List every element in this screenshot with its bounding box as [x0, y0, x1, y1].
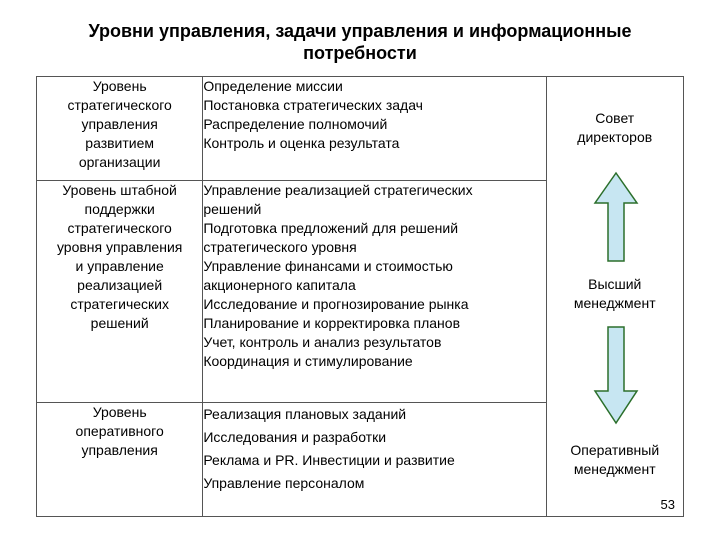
tasks-cell-staff-support — [203, 181, 546, 403]
level-line: реализацией — [77, 277, 163, 293]
level-line: стратегического — [67, 97, 172, 113]
management-levels-table — [36, 76, 684, 517]
task-item: Контроль и оценка результата — [203, 135, 400, 151]
task-item: Определение миссии — [203, 78, 343, 94]
task-item: Подготовка предложений для решений — [203, 220, 459, 236]
task-item: Координация и стимулирование — [203, 353, 413, 369]
tasks-cell-operational — [203, 403, 546, 517]
mgmt-line: Высший — [588, 276, 642, 292]
task-item: Распределение полномочий — [203, 116, 388, 132]
level-line: решений — [90, 315, 149, 331]
level-line: стратегических — [70, 296, 169, 312]
task-item: акционерного капитала — [203, 277, 356, 293]
page-title — [40, 20, 680, 64]
level-line: Уровень штабной — [62, 182, 177, 198]
arrow-up-icon — [595, 173, 637, 261]
mgmt-line: Оперативный — [570, 442, 660, 458]
task-item: Управление финансами и стоимостью — [203, 258, 453, 274]
level-line: управления — [81, 442, 158, 458]
tasks-cell-strategic — [203, 77, 546, 181]
level-line: Уровень — [92, 404, 147, 420]
table-row — [37, 77, 684, 181]
task-item: Реклама и PR. Инвестиции и развитие — [203, 452, 455, 468]
mgmt-line: менеджмент — [573, 295, 656, 311]
mgmt-line: менеджмент — [573, 461, 656, 477]
task-item: Реализация плановых заданий — [203, 406, 407, 422]
mgmt-line: Совет — [595, 110, 635, 126]
level-cell-strategic — [37, 77, 203, 181]
task-item: Управление реализацией стратегических — [203, 182, 473, 198]
level-line: Уровень — [92, 78, 147, 94]
task-item: стратегического уровня — [203, 239, 357, 255]
title-line-2: потребности — [303, 43, 417, 63]
level-line: оперативного — [75, 423, 164, 439]
top-management-label — [547, 275, 684, 313]
level-line: организации — [78, 154, 161, 170]
task-item: Исследование и прогнозирование рынка — [203, 296, 469, 312]
task-item: решений — [203, 201, 262, 217]
level-line: управления — [81, 116, 158, 132]
level-line: поддержки — [84, 201, 155, 217]
page-number: 53 — [660, 497, 675, 512]
task-item: Постановка стратегических задач — [203, 97, 423, 113]
task-item: Учет, контроль и анализ результатов — [203, 334, 442, 350]
mgmt-line: директоров — [577, 129, 653, 145]
level-line: уровня управления — [56, 239, 183, 255]
level-cell-operational — [37, 403, 203, 517]
management-column — [546, 77, 684, 517]
task-item: Планирование и корректировка планов — [203, 315, 461, 331]
task-item: Исследования и разработки — [203, 429, 387, 445]
level-cell-staff-support — [37, 181, 203, 403]
title-line-1: Уровни управления, задачи управления и информационные — [88, 21, 632, 41]
level-line: развитием — [85, 135, 155, 151]
level-line: стратегического — [67, 220, 172, 236]
task-item: Управление персоналом — [203, 475, 365, 491]
operational-management-label — [547, 441, 684, 479]
level-line: и управление — [75, 258, 164, 274]
arrow-down-icon — [595, 327, 637, 423]
